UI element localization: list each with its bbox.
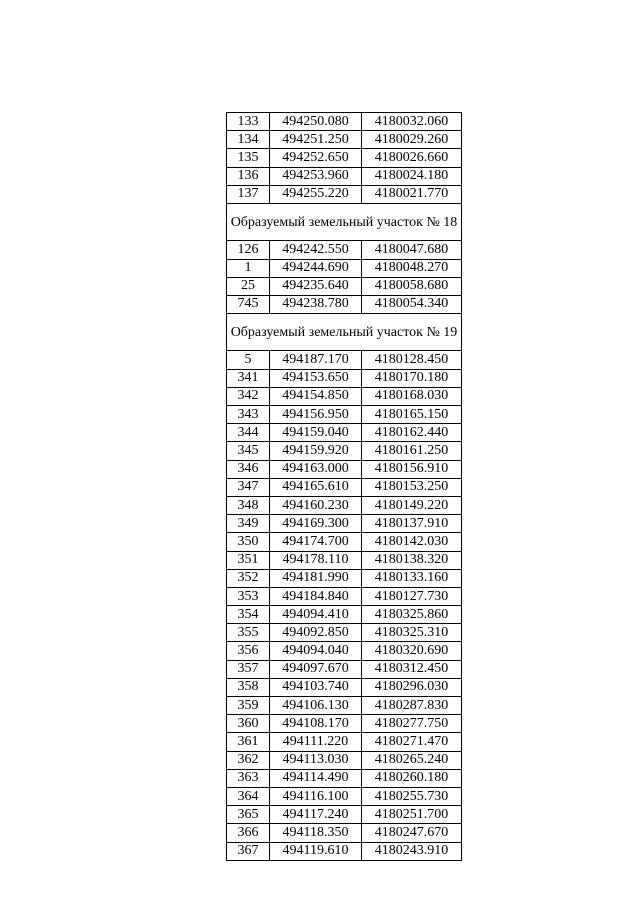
y-coordinate-cell: 4180277.750 [362, 715, 462, 733]
table-row [227, 387, 462, 405]
table-row [227, 406, 462, 424]
y-coordinate-cell: 4180138.320 [362, 551, 462, 569]
table-row [227, 351, 462, 369]
x-coordinate-cell: 494165.610 [270, 478, 362, 496]
table-row [227, 113, 462, 131]
point-number-cell: 347 [227, 478, 270, 496]
table-row [227, 259, 462, 277]
y-coordinate-cell: 4180156.910 [362, 460, 462, 478]
table-row [227, 660, 462, 678]
y-coordinate-cell: 4180153.250 [362, 478, 462, 496]
y-coordinate-cell: 4180325.860 [362, 606, 462, 624]
point-number-cell: 344 [227, 424, 270, 442]
x-coordinate-cell: 494159.040 [270, 424, 362, 442]
point-number-cell: 358 [227, 678, 270, 696]
x-coordinate-cell: 494159.920 [270, 442, 362, 460]
point-number-cell: 341 [227, 369, 270, 387]
x-coordinate-cell: 494250.080 [270, 113, 362, 131]
table-row [227, 185, 462, 203]
coordinates-table-body [227, 113, 462, 861]
y-coordinate-cell: 4180255.730 [362, 787, 462, 805]
x-coordinate-cell: 494153.650 [270, 369, 362, 387]
section-heading-row [227, 314, 462, 351]
x-coordinate-cell: 494187.170 [270, 351, 362, 369]
table-row [227, 424, 462, 442]
point-number-cell: 137 [227, 185, 270, 203]
table-row [227, 824, 462, 842]
x-coordinate-cell: 494184.840 [270, 587, 362, 605]
x-coordinate-cell: 494103.740 [270, 678, 362, 696]
y-coordinate-cell: 4180133.160 [362, 569, 462, 587]
point-number-cell: 367 [227, 842, 270, 860]
y-coordinate-cell: 4180296.030 [362, 678, 462, 696]
x-coordinate-cell: 494255.220 [270, 185, 362, 203]
y-coordinate-cell: 4180024.180 [362, 167, 462, 185]
point-number-cell: 25 [227, 277, 270, 295]
y-coordinate-cell: 4180026.660 [362, 149, 462, 167]
point-number-cell: 362 [227, 751, 270, 769]
y-coordinate-cell: 4180142.030 [362, 533, 462, 551]
x-coordinate-cell: 494242.550 [270, 241, 362, 259]
y-coordinate-cell: 4180320.690 [362, 642, 462, 660]
point-number-cell: 360 [227, 715, 270, 733]
table-row [227, 697, 462, 715]
x-coordinate-cell: 494097.670 [270, 660, 362, 678]
table-row [227, 277, 462, 295]
x-coordinate-cell: 494181.990 [270, 569, 362, 587]
y-coordinate-cell: 4180058.680 [362, 277, 462, 295]
table-row [227, 533, 462, 551]
point-number-cell: 1 [227, 259, 270, 277]
section-heading-row [227, 203, 462, 240]
y-coordinate-cell: 4180048.270 [362, 259, 462, 277]
y-coordinate-cell: 4180243.910 [362, 842, 462, 860]
point-number-cell: 353 [227, 587, 270, 605]
x-coordinate-cell: 494116.100 [270, 787, 362, 805]
table-row [227, 295, 462, 313]
y-coordinate-cell: 4180247.670 [362, 824, 462, 842]
table-row [227, 569, 462, 587]
x-coordinate-cell: 494253.960 [270, 167, 362, 185]
x-coordinate-cell: 494108.170 [270, 715, 362, 733]
y-coordinate-cell: 4180029.260 [362, 131, 462, 149]
y-coordinate-cell: 4180021.770 [362, 185, 462, 203]
point-number-cell: 365 [227, 806, 270, 824]
y-coordinate-cell: 4180137.910 [362, 515, 462, 533]
y-coordinate-cell: 4180260.180 [362, 769, 462, 787]
table-row [227, 642, 462, 660]
point-number-cell: 364 [227, 787, 270, 805]
table-row [227, 733, 462, 751]
point-number-cell: 366 [227, 824, 270, 842]
y-coordinate-cell: 4180162.440 [362, 424, 462, 442]
point-number-cell: 136 [227, 167, 270, 185]
x-coordinate-cell: 494154.850 [270, 387, 362, 405]
point-number-cell: 134 [227, 131, 270, 149]
point-number-cell: 133 [227, 113, 270, 131]
point-number-cell: 357 [227, 660, 270, 678]
table-row [227, 842, 462, 860]
y-coordinate-cell: 4180271.470 [362, 733, 462, 751]
point-number-cell: 5 [227, 351, 270, 369]
table-row [227, 806, 462, 824]
table-row [227, 624, 462, 642]
y-coordinate-cell: 4180149.220 [362, 496, 462, 514]
y-coordinate-cell: 4180032.060 [362, 113, 462, 131]
table-row [227, 478, 462, 496]
table-row [227, 369, 462, 387]
x-coordinate-cell: 494094.040 [270, 642, 362, 660]
point-number-cell: 745 [227, 295, 270, 313]
x-coordinate-cell: 494111.220 [270, 733, 362, 751]
y-coordinate-cell: 4180170.180 [362, 369, 462, 387]
y-coordinate-cell: 4180161.250 [362, 442, 462, 460]
point-number-cell: 345 [227, 442, 270, 460]
x-coordinate-cell: 494238.780 [270, 295, 362, 313]
y-coordinate-cell: 4180251.700 [362, 806, 462, 824]
table-row [227, 442, 462, 460]
y-coordinate-cell: 4180165.150 [362, 406, 462, 424]
y-coordinate-cell: 4180287.830 [362, 697, 462, 715]
point-number-cell: 135 [227, 149, 270, 167]
section-heading: Образуемый земельный участок № 18 [227, 203, 462, 240]
x-coordinate-cell: 494119.610 [270, 842, 362, 860]
x-coordinate-cell: 494118.350 [270, 824, 362, 842]
point-number-cell: 350 [227, 533, 270, 551]
table-row [227, 167, 462, 185]
point-number-cell: 351 [227, 551, 270, 569]
section-heading: Образуемый земельный участок № 19 [227, 314, 462, 351]
x-coordinate-cell: 494178.110 [270, 551, 362, 569]
table-row [227, 460, 462, 478]
x-coordinate-cell: 494114.490 [270, 769, 362, 787]
point-number-cell: 349 [227, 515, 270, 533]
table-row [227, 131, 462, 149]
x-coordinate-cell: 494113.030 [270, 751, 362, 769]
point-number-cell: 346 [227, 460, 270, 478]
table-row [227, 587, 462, 605]
table-row [227, 241, 462, 259]
table-row [227, 515, 462, 533]
y-coordinate-cell: 4180128.450 [362, 351, 462, 369]
x-coordinate-cell: 494117.240 [270, 806, 362, 824]
table-row [227, 769, 462, 787]
x-coordinate-cell: 494094.410 [270, 606, 362, 624]
y-coordinate-cell: 4180054.340 [362, 295, 462, 313]
x-coordinate-cell: 494160.230 [270, 496, 362, 514]
x-coordinate-cell: 494092.850 [270, 624, 362, 642]
point-number-cell: 359 [227, 697, 270, 715]
point-number-cell: 356 [227, 642, 270, 660]
table-row [227, 678, 462, 696]
y-coordinate-cell: 4180047.680 [362, 241, 462, 259]
point-number-cell: 354 [227, 606, 270, 624]
y-coordinate-cell: 4180325.310 [362, 624, 462, 642]
table-row [227, 606, 462, 624]
point-number-cell: 352 [227, 569, 270, 587]
point-number-cell: 348 [227, 496, 270, 514]
y-coordinate-cell: 4180127.730 [362, 587, 462, 605]
x-coordinate-cell: 494174.700 [270, 533, 362, 551]
coordinates-table [226, 112, 462, 861]
x-coordinate-cell: 494169.300 [270, 515, 362, 533]
x-coordinate-cell: 494163.000 [270, 460, 362, 478]
x-coordinate-cell: 494244.690 [270, 259, 362, 277]
point-number-cell: 126 [227, 241, 270, 259]
table-row [227, 787, 462, 805]
x-coordinate-cell: 494106.130 [270, 697, 362, 715]
y-coordinate-cell: 4180312.450 [362, 660, 462, 678]
y-coordinate-cell: 4180265.240 [362, 751, 462, 769]
x-coordinate-cell: 494235.640 [270, 277, 362, 295]
table-row [227, 715, 462, 733]
table-row [227, 751, 462, 769]
x-coordinate-cell: 494252.650 [270, 149, 362, 167]
table-row [227, 496, 462, 514]
table-row [227, 551, 462, 569]
table-row [227, 149, 462, 167]
x-coordinate-cell: 494251.250 [270, 131, 362, 149]
point-number-cell: 363 [227, 769, 270, 787]
point-number-cell: 342 [227, 387, 270, 405]
point-number-cell: 355 [227, 624, 270, 642]
point-number-cell: 361 [227, 733, 270, 751]
x-coordinate-cell: 494156.950 [270, 406, 362, 424]
point-number-cell: 343 [227, 406, 270, 424]
y-coordinate-cell: 4180168.030 [362, 387, 462, 405]
